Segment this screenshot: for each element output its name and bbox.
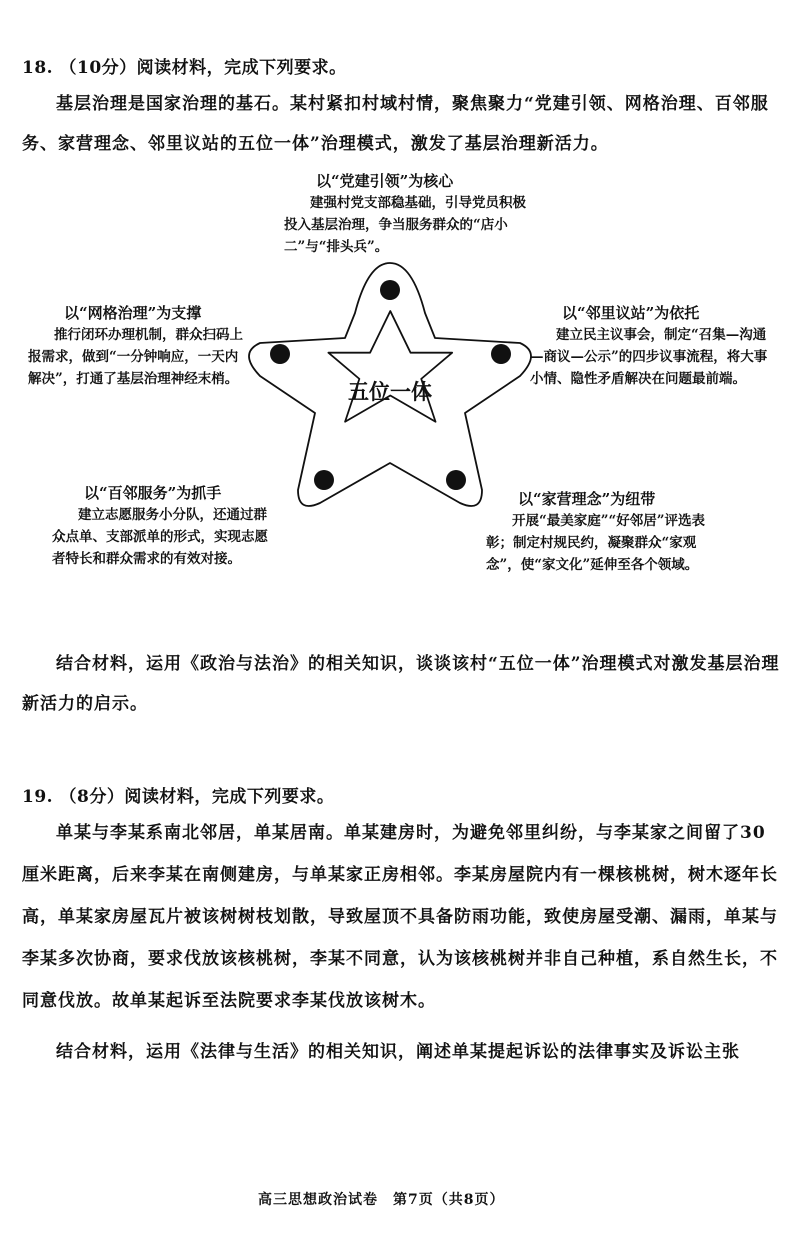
bottom-left-box-title: 以“百邻服务”为抓手 [84,484,222,502]
top-box-body: 建强村党支部稳基础，引导党员积极投入基层治理，争当服务群众的“店小二”与“排头兵”。 [284,195,526,255]
node-dot-top [380,280,400,300]
node-dot-left [270,344,290,364]
node-dot-right [491,344,511,364]
node-dot-bottom-left [314,470,334,490]
q18-question: 结合材料，运用《政治与法治》的相关知识，谈谈该村“五位一体”治理模式对激发基层治理新活力的启示。 [22,654,780,714]
q19-question: 结合材料，运用《法律与生活》的相关知识，阐述单某提起诉讼的法律事实及诉讼主张 [56,1042,740,1062]
q19-header: 19. （8分）阅读材料，完成下列要求。 [22,787,335,807]
left-box-title: 以“网格治理”为支撑 [64,304,202,322]
q19-material: 单某与李某系南北邻居，单某居南。单某建房时，为避免邻里纠纷，与李某家之间留了30厘米距离，后来李某在南侧建房，与单某家正房相邻。李某房屋院内有一棵核桃树，树木逐年长高，单某家房屋瓦片被该树树枝划散，导致屋顶不具备防雨功能，致使房屋受潮、漏雨，单某与李某多次协商，要求伐放该核桃树，李某不同意，认为该核桃树并非自己种植，系自然生长，不同意伐放。故单某起诉至法院要求李某伐放该树木。 [22,823,778,1011]
node-dot-bottom-right [446,470,466,490]
center-label: 五位一体 [348,380,432,404]
right-box-title: 以“邻里议站”为依托 [562,304,700,322]
left-box-body: 推行闭环办理机制，群众扫码上报需求，做到“一分钟响应，一天内解决”，打通了基层治理神经末梢。 [28,327,243,387]
top-box-title: 以“党建引领”为核心 [316,172,454,190]
q18-header: 18. （10分）阅读材料，完成下列要求。 [22,58,347,78]
bottom-right-box-title: 以“家营理念”为纽带 [518,490,656,508]
bottom-left-box-body: 建立志愿服务小分队，还通过群众点单、支部派单的形式，实现志愿者特长和群众需求的有效对接。 [52,507,268,567]
q18-intro: 基层治理是国家治理的基石。某村紧扣村域村情，聚焦聚力“党建引领、网格治理、百邻服务、家营理念、邻里议站的五位一体”治理模式，激发了基层治理新活力。 [22,94,769,154]
page-footer: 高三思想政治试卷 第7页（共8页） [258,1192,505,1208]
right-box-body: 建立民主议事会，制定“召集—沟通—商议—公示”的四步议事流程，将大事小情、隐性矛盾解决在问题最前端。 [530,327,768,387]
bottom-right-box-body: 开展“最美家庭”“好邻居”评选表彰；制定村规民约，凝聚群众“家观念”，使“家文化”延伸至各个领域。 [486,513,706,573]
